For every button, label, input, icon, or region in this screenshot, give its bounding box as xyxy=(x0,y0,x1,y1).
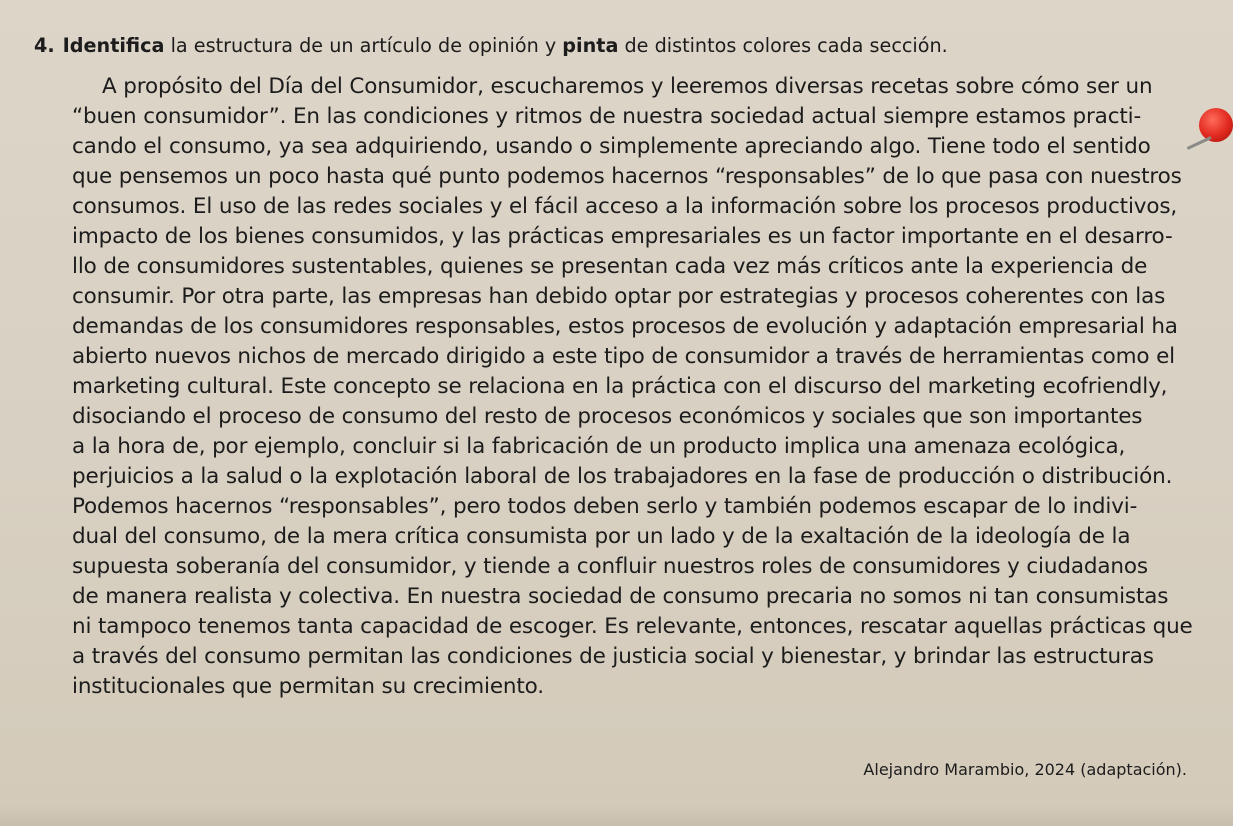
article-line: supuesta soberanía del consumidor, y tiende a confluir nuestros roles de consumidores y ciudadanos xyxy=(72,554,1148,579)
article-line: institucionales que permitan su crecimiento. xyxy=(72,674,544,699)
article-author: Alejandro Marambio, 2024 (adaptación). xyxy=(863,760,1187,779)
article-line: ni tampoco tenemos tanta capacidad de escoger. Es relevante, entonces, rescatar aquellas prácticas que xyxy=(72,614,1193,639)
article-line: marketing cultural. Este concepto se relaciona en la práctica con el discurso del marketing ecofriendly, xyxy=(72,374,1168,399)
article-line: que pensemos un poco hasta qué punto podemos hacernos “responsables” de lo que pasa con nuestros xyxy=(72,164,1182,189)
article-line: de manera realista y colectiva. En nuestra sociedad de consumo precaria no somos ni tan consumistas xyxy=(72,584,1169,609)
article-line: consumos. El uso de las redes sociales y el fácil acceso a la información sobre los procesos productivos, xyxy=(72,194,1178,219)
question-text-1: la estructura de un artículo de opinión y xyxy=(164,34,563,57)
article-line: llo de consumidores sustentables, quienes se presentan cada vez más críticos ante la experiencia de xyxy=(72,254,1148,279)
article-line: a la hora de, por ejemplo, concluir si la fabricación de un producto implica una amenaza ecológica, xyxy=(72,434,1126,459)
article-line: disociando el proceso de consumo del resto de procesos económicos y sociales que son importantes xyxy=(72,404,1143,429)
question-verb-2: pinta xyxy=(562,34,619,57)
article-line: Podemos hacernos “responsables”, pero todos deben serlo y también podemos escapar de lo indivi- xyxy=(72,494,1138,519)
article-line: perjuicios a la salud o la explotación laboral de los trabajadores en la fase de producción o distribución. xyxy=(72,464,1173,489)
article-line: “buen consumidor”. En las condiciones y ritmos de nuestra sociedad actual siempre estamos practi- xyxy=(72,104,1142,129)
article-line: a través del consumo permitan las condiciones de justicia social y bienestar, y brindar las estructuras xyxy=(72,644,1154,669)
article-line: consumir. Por otra parte, las empresas han debido optar por estrategias y procesos coherentes con las xyxy=(72,284,1166,309)
opinion-article xyxy=(72,72,1202,702)
article-line: cando el consumo, ya sea adquiriendo, usando o simplemente apreciando algo. Tiene todo el sentido xyxy=(72,134,1151,159)
bleed-through-text xyxy=(330,0,1030,26)
article-line: demandas de los consumidores responsables, estos procesos de evolución y adaptación empresarial ha xyxy=(72,314,1178,339)
article-line: impacto de los bienes consumidos, y las prácticas empresariales es un factor importante en el desarro- xyxy=(72,224,1173,249)
article-line: dual del consumo, de la mera crítica consumista por un lado y de la exaltación de la ideología de la xyxy=(72,524,1131,549)
page-shadow xyxy=(0,804,1233,826)
question-number: 4. xyxy=(34,34,55,57)
question-prompt xyxy=(34,34,1214,58)
question-text-2: de distintos colores cada sección. xyxy=(618,34,948,57)
article-line: abierto nuevos nichos de mercado dirigido a este tipo de consumidor a través de herramientas como el xyxy=(72,344,1175,369)
question-verb: Identifica xyxy=(62,34,165,57)
red-pushpin-icon xyxy=(1199,108,1233,142)
article-line: A propósito del Día del Consumidor, escucharemos y leeremos diversas recetas sobre cómo ser un xyxy=(102,74,1153,99)
